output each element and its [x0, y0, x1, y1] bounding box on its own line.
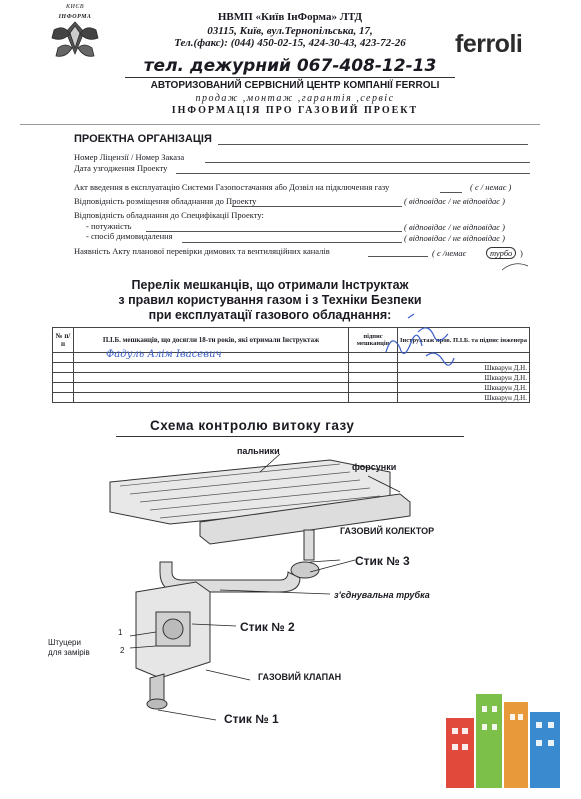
placement-label: Відповідність розміщення обладнання до Проекту: [74, 196, 257, 206]
inspection-close: ): [520, 248, 523, 258]
turbo-circled: турбо: [486, 247, 516, 259]
fittings-label-2: для замірів: [48, 648, 90, 657]
instructor-cell: Шкварун Д.Н.: [398, 383, 530, 393]
joint-3-label: Стик № 3: [355, 554, 410, 568]
project-org-heading: ПРОЕКТНА ОРГАНІЗАЦІЯ: [74, 133, 212, 145]
company-address: 03115, Київ, вул.Тернопільська, 17,: [207, 25, 373, 37]
placement-options: ( відповідає / не відповідає ): [404, 196, 505, 206]
residents-title-2: з правил користування газом і з Техніки Безпеки: [118, 293, 422, 307]
inspection-label: Наявність Акту планової перевірки димових та вентиляційних каналів: [74, 246, 330, 256]
license-field[interactable]: [205, 162, 530, 163]
col-instructor-header: Інструктаж пров. П.І.Б. та підпис інженера: [398, 328, 530, 353]
col-name-header: П.І.Б. мешканців, що досягли 18-ти років, які отримали Інструктаж: [74, 328, 349, 353]
gas-manifold-label: ГАЗОВИЙ КОЛЕКТОР: [340, 526, 435, 536]
blue-signature-scribble: [378, 312, 458, 382]
power-label: - потужність: [86, 221, 132, 231]
license-label: Номер Ліцензії / Номер Заказа: [74, 152, 185, 162]
section-divider: [20, 124, 540, 125]
pen-stroke-mark: [500, 258, 530, 272]
gas-leak-control-diagram: [100, 442, 460, 732]
company-name: НВМП «Київ ІнФорма» ЛТД: [217, 11, 363, 23]
connecting-tube-label: з'єднувальна трубка: [334, 590, 430, 600]
document-title: ІНФОРМАЦІЯ ПРО ГАЗОВИЙ ПРОЕКТ: [171, 105, 419, 116]
approval-date-field[interactable]: [176, 173, 530, 174]
residents-title-3: при експлуатації газового обладнання:: [148, 308, 392, 322]
table-row: [53, 393, 530, 403]
joint-1-label: Стик № 1: [224, 712, 279, 726]
fitting-number-2: 2: [120, 646, 125, 655]
power-field[interactable]: [146, 231, 402, 232]
logo-top-text: КИЄВ: [66, 4, 84, 10]
spec-label: Відповідність обладнання до Специфікації Проекту:: [74, 210, 264, 220]
ferroli-logo: ferroli: [455, 30, 523, 58]
power-options: ( відповідає / не відповідає ): [404, 222, 505, 232]
smoke-options: ( відповідає / не відповідає ): [404, 233, 505, 243]
col-signature-header: підпис мешканців: [349, 328, 398, 353]
approval-date-label: Дата узгодження Проекту: [74, 163, 168, 173]
logo-bottom-text: ІНФОРМА: [58, 14, 92, 20]
residents-title-1: Перелік мешканців, що отримали Інструктаж: [131, 278, 409, 292]
kyiv-informa-logo: [44, 2, 106, 66]
joint-2-label: Стик № 2: [240, 620, 295, 634]
instructor-cell: Шкварун Д.Н.: [398, 393, 530, 403]
inspection-options: ( є /немає: [432, 248, 467, 258]
project-org-line: [218, 144, 528, 145]
col-number-header: № п/п: [53, 328, 74, 353]
scheme-title-underline: [116, 436, 464, 437]
burners-label: пальники: [237, 446, 280, 456]
injectors-label: форсунки: [352, 462, 397, 472]
company-phones: Тел.(факс): (044) 450-02-15, 424-30-43, 423-72-26: [174, 37, 406, 49]
act-field[interactable]: [440, 192, 462, 193]
handwritten-resident-name: Фадуль Алім Івасевич: [106, 349, 222, 360]
watermark-buildings-logo: [444, 688, 562, 788]
residents-table: [52, 327, 530, 403]
inspection-field[interactable]: [368, 256, 428, 257]
table-row: [53, 383, 530, 393]
instructor-cell: Шкварун Д.Н.: [398, 363, 530, 373]
instructor-cell: Шкварун Д.Н.: [398, 373, 530, 383]
gas-valve-label: ГАЗОВИЙ КЛАПАН: [258, 672, 342, 682]
header-divider: [125, 77, 455, 78]
services-line: продаж ,монтаж ,гарантія ,сервіс: [195, 93, 395, 104]
fittings-label-1: Штуцери: [48, 638, 81, 647]
service-center-title: АВТОРИЗОВАНИЙ СЕРВІСНИЙ ЦЕНТР КОМПАНІЇ FERROLI: [150, 80, 440, 91]
smoke-label: - спосіб димовидалення: [86, 231, 173, 241]
act-label: Акт введення в експлуатацію Системи Газопостачання або Дозвіл на підключення газу: [74, 182, 390, 192]
smoke-field[interactable]: [182, 242, 402, 243]
fitting-number-1: 1: [118, 628, 123, 637]
placement-field[interactable]: [232, 206, 402, 207]
act-options: ( є / немає ): [470, 182, 512, 192]
scheme-title: Схема контролю витоку газу: [150, 418, 355, 433]
duty-phone: тел. дежурний 067-408-12-13: [143, 56, 437, 76]
